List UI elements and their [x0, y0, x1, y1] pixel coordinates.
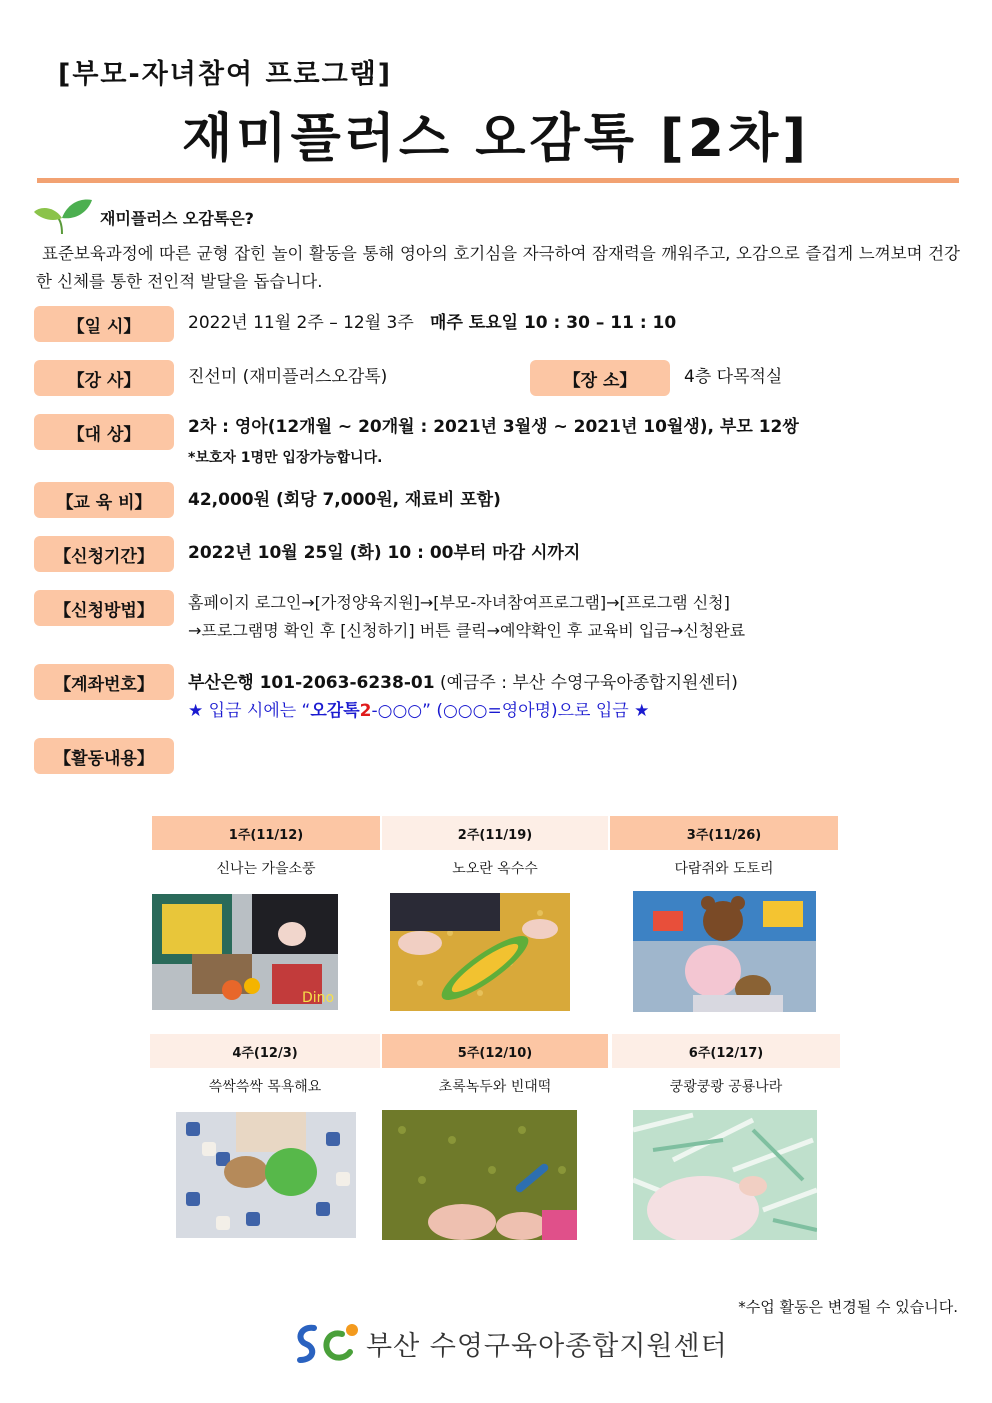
deposit-instruction [188, 697, 649, 725]
period-value: 2022년 10월 25일 (화) 10 : 00부터 마감 시까지 [188, 543, 581, 563]
method-line2: →프로그램명 확인 후 [신청하기] 버튼 클릭→예약확인 후 교육비 입금→신청완료 [188, 621, 746, 640]
target-note: *보호자 1명만 입장가능합니다. [188, 450, 383, 466]
intro-heading: 재미플러스 오감톡은? [100, 209, 254, 228]
fee-value: 42,000원 (회당 7,000원, 재료비 포함) [188, 490, 501, 510]
week-3-header: 3주(11/26) [610, 816, 838, 850]
date-range: 2022년 11월 2주 – 12월 3주 [188, 313, 414, 333]
week-4-header: 4주(12/3) [150, 1034, 380, 1068]
week-3-photo [633, 891, 816, 1012]
deposit-name: 오감톡 [310, 701, 360, 721]
week-6-title: 쿵쾅쿵쾅 공룡나라 [669, 1079, 783, 1095]
center-logo-icon [292, 1318, 364, 1368]
week-4-title: 쓱싹쓱싹 목욕해요 [208, 1079, 322, 1095]
intro-body: 표준보육과정에 따른 균형 잡힌 놀이 활동을 통해 영아의 호기심을 자극하여 잠재력을 깨워주고, 오감으로 즐겁게 느껴보며 건강한 신체를 통한 전인적 발달을 돕습니다. [36, 244, 960, 291]
week-3-title: 다람쥐와 도토리 [674, 861, 774, 877]
deposit-num: 2 [359, 701, 372, 721]
sprout-icon [32, 196, 94, 236]
week-6-photo [633, 1110, 817, 1240]
target-label: 【대 상】 [34, 414, 174, 450]
week-4-photo [176, 1112, 356, 1238]
week-5-header: 5주(12/10) [382, 1034, 608, 1068]
fee-label: 【교 육 비】 [34, 482, 174, 518]
account-number: 부산은행 101-2063-6238-01 [188, 673, 435, 693]
week-1-photo [152, 894, 338, 1010]
deposit-pre: ★ 입금 시에는 “ [188, 701, 311, 721]
account-label: 【계좌번호】 [34, 664, 174, 700]
svg-text:Dino: Dino [302, 990, 335, 1006]
week-5-title: 초록녹두와 빈대떡 [438, 1079, 552, 1095]
change-notice: *수업 활동은 변경될 수 있습니다. [738, 1298, 958, 1316]
week-1-title: 신나는 가을소풍 [216, 861, 316, 877]
period-label: 【신청기간】 [34, 536, 174, 572]
week-2-header: 2주(11/19) [382, 816, 608, 850]
week-6-header: 6주(12/17) [612, 1034, 840, 1068]
date-value [188, 309, 676, 337]
account-holder: (예금주 : 부산 수영구육아종합지원센터) [439, 673, 738, 693]
page-title: 재미플러스 오감톡 [2차] [181, 109, 810, 169]
title-divider [37, 178, 959, 183]
deposit-post: -○○○” (○○○=영아명)으로 입금 ★ [371, 701, 650, 721]
target-value: 2차 : 영아(12개월 ~ 20개월 : 2021년 3월생 ~ 2021년 10월생), 부모 12쌍 [188, 417, 799, 437]
date-label: 【일 시】 [34, 306, 174, 342]
week-2-title: 노오란 옥수수 [452, 861, 538, 877]
method-line1: 홈페이지 로그인→[가정양육지원]→[부모-자녀참여프로그램]→[프로그램 신청] [188, 593, 730, 612]
program-category: [부모-자녀참여 프로그램] [58, 59, 393, 90]
week-1-header: 1주(11/12) [152, 816, 380, 850]
week-2-photo [390, 893, 570, 1011]
place-label: 【장 소】 [530, 360, 670, 396]
place-value: 4층 다목적실 [684, 367, 783, 387]
method-label: 【신청방법】 [34, 590, 174, 626]
center-name: 부산 수영구육아종합지원센터 [366, 1331, 728, 1362]
activity-label: 【활동내용】 [34, 738, 174, 774]
date-time: 매주 토요일 10 : 30 – 11 : 10 [430, 313, 677, 333]
teacher-value: 진선미 (재미플러스오감톡) [188, 367, 388, 387]
account-value [188, 669, 738, 697]
week-5-photo [382, 1110, 577, 1240]
teacher-label: 【강 사】 [34, 360, 174, 396]
